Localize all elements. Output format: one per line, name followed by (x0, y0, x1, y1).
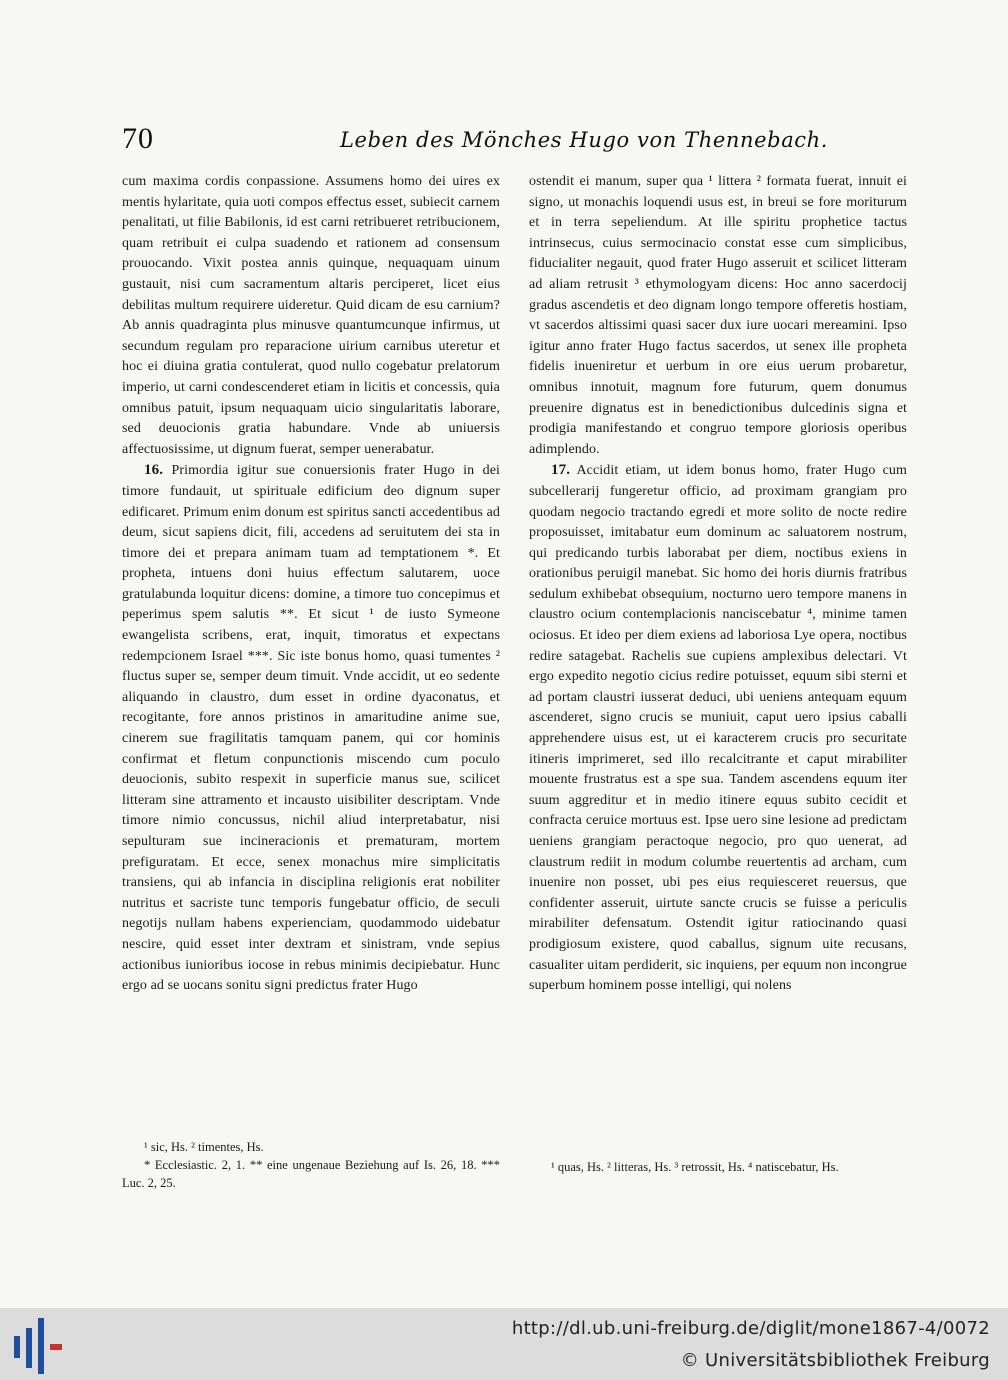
paragraph-text: Primordia igitur sue conuersionis frater Hugo in dei timore fundauit, ut spirituale edificium deo dignum super edificaret. Primum enim donum est spiritus sancti accedentibus ad deum, sicut sapiens dicit, fili, accedens ad seruitutem dei sta in timore dei et prepara animam tuam ad temptationem *. Et propheta, intuens doni huius effectum salutarem, uoce gratulabunda loquitur dicens: domine, a timore tuo concepimus et peperimus spem salutis **. Et sicut ¹ de iusto Symeone ewangelista scribens, erat, inquit, timoratus et expectans redempcionem Israel ***. Sic iste bonus homo, quasi tumentes ² fluctus super se, semper deum timuit. Vnde accidit, ut eo sedente aliquando in claustro, dum esset in ordine dyaconatus, et recogitante, fore annos pristinos in amaritudine anime sue, cinerem sue fragilitatis tamquam panem, qui cor hominis confirmat et fletum conpunctionis miscendo cum poculo deuocionis, subito respexit in superficie manus sue, scilicet litteram sine attramento et incausto uisibiliter descriptam. Vnde timore nimio concussus, nichil aliud interpretabatur, nisi sepulturam sue incineracionis et prematuram, mortem prefiguratam. Et ecce, senex monachus mire simplicitatis transiens, qui ab infancia in disciplina religionis erat nobiliter nutritus et sacriste tunc temporis fungebatur officio, de seculi negotijs nullam habens experienciam, quodammodo uidebatur nescire, quid esset inter dextram et sinistram, vnde sepius actionibus iunioribus iocose in rebus minimis decipiebatur. Hunc ergo ad se uocans sonitu signi predictus frater Hugo (122, 463, 501, 994)
footnotes-right (529, 1158, 907, 1176)
footnote-line: * Ecclesiastic. 2, 1. ** eine ungenaue Beziehung auf Is. 26, 18. *** Luc. 2, 25. (122, 1158, 500, 1190)
page-number: 70 (122, 122, 154, 155)
paragraph-text: Accidit etiam, ut idem bonus homo, frater Hugo cum subcellerarij fungeretur officio, ad proximam grangiam pro quodam negocio tractando egredi et more solito de nocte redire proposuisset, imitabatur eum dominum ac saluatorem nostrum, qui predicando turbis laborabat per diem, noctibus exiens in orationibus peruigil manebat. Sic homo dei horis diurnis fratribus sedulum exhibebat obsequium, nocturno uero tempore manens in claustro ocium contemplacionis nanciscebatur ⁴, minime tamen ociosus. Et ideo per diem exiens ad laboriosa Lye opera, noctibus redire satagebat. Rachelis sue cupiens amplexibus delectari. Vt ergo expedito negotio cicius redire potuisset, equum sibi sterni et ad portam claustri iusserat deduci, ubi ueniens antequam equum ascenderet, signo crucis se muniuit, caput uero ipsius caballi apprehendere uisus est, ut ei karacterem crucis pro securitate itineris imprimeret, sed illo recalcitrante et caput mirabiliter mouente frustratus est a spe sua. Tandem ascendens equum iter suum aggreditur et in medio itinere equus subito cecidit et confracta ceruice mortuus est. Ipse uero sine lesione ad predictam ueniens grangiam peractoque negocio, pro quo uenerat, ad claustrum rediit in modum columbe reuertentis ad archam, cum inuenire non posset, ubi pes eius requiesceret reuersus, que confidenter asseruit, uirtute sancte crucis se fuisse a periculis mirabiliter defensatum. Ostendit igitur ratiocinando quasi prodigiosum existere, quod caballus, signum uite recusans, casualiter uitam perdiderit, sic inquiens, per equum non incongrue superbum hominem posse intelligi, qui nolens (529, 463, 907, 994)
right-column (529, 172, 907, 997)
left-column (122, 172, 500, 997)
paragraph-continued: cum maxima cordis conpassione. Assumens homo dei uires ex mentis hylaritate, quia uoti compos effectus esset, subiecit carnem penalitati, ut filie Babilonis, id est carni retribueret retribucionem, quam retribuit ei culpa suadendo et rationem ad consensum prouocando. Vixit postea annis quinque, nequaquam uinum gustauit, nisi cum sacramentum altaris perciperet, licet eius debilitas multum requirere uideretur. Quid dicam de esu carnium? Ab annis quadraginta plus minusve quantumcunque infirmus, ut secundum regulam pro reparacione uirium carnibus uteretur et hoc ei diuina gratia contulerat, quod nullo cogebatur prelatorum imperio, ut carni condescenderet etiam in licitis et concessis, quia omnibus patuit, ipsum nequaquam uicio singularitatis laborare, sed deuocionis gratia habundare. Vnde ab uniuersis affectuosissime, ut dignum fuerat, semper uenerabatur. (122, 174, 500, 457)
footnote-line: ¹ sic, Hs. ² timentes, Hs. (144, 1140, 264, 1154)
library-logo-icon (14, 1318, 66, 1374)
paragraph-17 (529, 460, 907, 996)
paragraph-continued: ostendit ei manum, super qua ¹ littera ² formata fuerat, innuit ei signo, ut monachis loquendi usus est, in breui se fore moriturum et in terra sepeliendum. At ille spiritu prophetice tactus intrinsecus, cuius sermocinacio constat esse cum simplicibus, fiducialiter negauit, quod frater Hugo asseruit et scilicet litteram ad aliam retrusit ³ ethymologyam dicens: Hoc anno sacerdocij gradus ascendetis et deo dignam longo tempore offeretis hostiam, vt sacerdos altissimi quasi sacer dux iure uocari mereamini. Ipso igitur anno frater Hugo factus sacerdos, ut senex ille propheta fidelis inueniretur et uerbum in ore eius uerum probaretur, omnibus innotuit, magnum fore futurum, quem donumus preuenire dignatus est in benedictionibus dulcedinis signa et prodigia manifestando et congruo tempore gloriosis operibus adimplendo. (529, 174, 907, 457)
footnote-line: ¹ quas, Hs. ² litteras, Hs. ³ retrossit, Hs. ⁴ natiscebatur, Hs. (551, 1160, 839, 1174)
running-title: Leben des Mönches Hugo von Thennebach. (340, 128, 829, 152)
source-url-link[interactable]: http://dl.ub.uni-freiburg.de/diglit/mone1867-4/0072 (511, 1318, 990, 1339)
paragraph-number: 17. (551, 462, 571, 479)
copyright-text: © Universitätsbibliothek Freiburg (680, 1350, 990, 1371)
paragraph-16 (122, 460, 500, 996)
paragraph-number: 16. (144, 462, 164, 479)
footnotes-left (122, 1138, 500, 1192)
viewer-footer (0, 1308, 1008, 1380)
